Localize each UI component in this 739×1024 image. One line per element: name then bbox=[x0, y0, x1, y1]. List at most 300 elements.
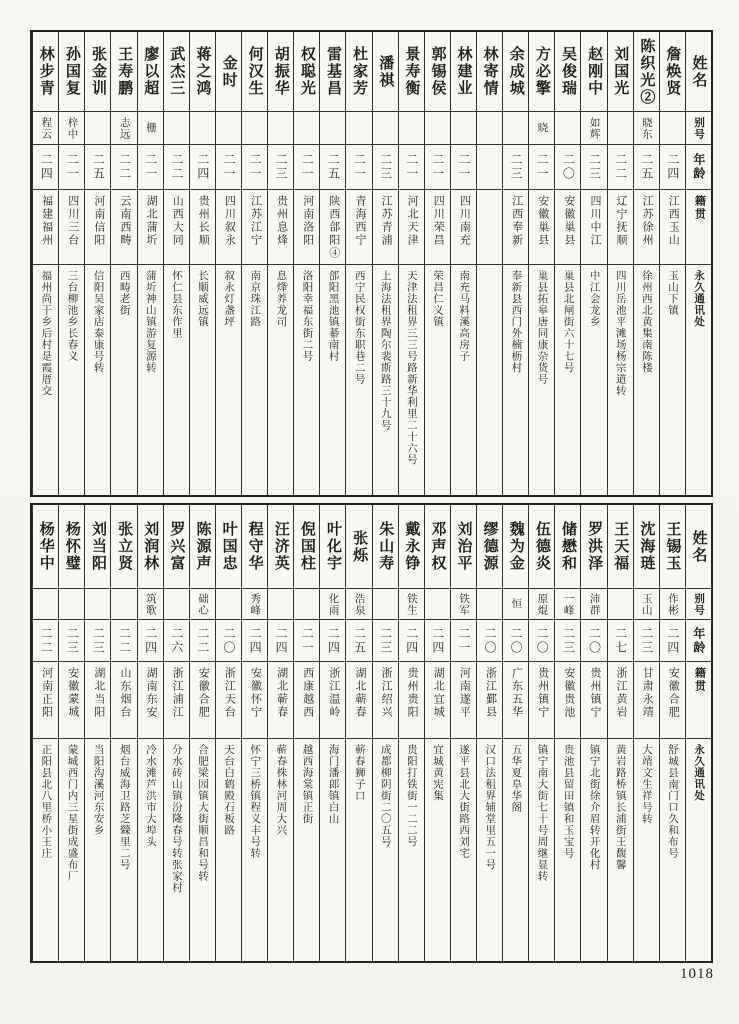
person-alias-cell bbox=[581, 589, 606, 620]
person-column bbox=[163, 505, 189, 961]
header-age-text: 年龄 bbox=[691, 153, 706, 181]
person-native-place: 湖北蒲圻 bbox=[145, 195, 158, 247]
person-address-cell bbox=[373, 739, 398, 961]
person-column bbox=[110, 505, 136, 961]
person-address: 西畴老街 bbox=[118, 270, 130, 316]
person-address: 徐州西北黄集南陈楼 bbox=[640, 270, 652, 374]
person-age-cell bbox=[268, 620, 293, 662]
person-name-cell bbox=[555, 505, 580, 589]
person-age: 二一 bbox=[456, 626, 471, 655]
person-native-place: 河南正阳 bbox=[40, 667, 53, 719]
person-name: 赵刚中 bbox=[586, 46, 603, 97]
person-age: 二七 bbox=[613, 626, 628, 655]
person-column bbox=[32, 32, 58, 495]
person-name-cell bbox=[660, 505, 685, 589]
person-address-cell bbox=[33, 739, 58, 961]
person-address-cell bbox=[320, 739, 345, 961]
person-column bbox=[372, 505, 398, 961]
person-age-cell bbox=[85, 620, 110, 662]
person-column bbox=[607, 505, 633, 961]
person-column bbox=[580, 32, 606, 495]
person-name-cell bbox=[59, 505, 84, 589]
person-column bbox=[32, 505, 58, 961]
person-address-cell bbox=[346, 265, 371, 495]
person-native-place: 浙江浦江 bbox=[171, 667, 184, 719]
person-column bbox=[372, 32, 398, 495]
person-address-cell bbox=[634, 265, 659, 495]
person-address-cell bbox=[111, 265, 136, 495]
person-name: 陈织光② bbox=[638, 37, 655, 106]
person-address: 海门潘郎镇白山 bbox=[327, 744, 339, 825]
person-native-place-cell bbox=[216, 662, 241, 739]
person-address: 奉新县西门外楠枥村 bbox=[510, 270, 522, 374]
person-age: 二三 bbox=[91, 626, 106, 655]
person-column bbox=[345, 505, 371, 961]
person-alias: 志远 bbox=[118, 116, 130, 140]
person-native-place-cell bbox=[346, 190, 371, 265]
person-native-place: 浙江温岭 bbox=[327, 667, 340, 719]
person-alias-cell bbox=[477, 589, 502, 620]
person-alias: 晓东 bbox=[640, 116, 652, 140]
person-age-cell bbox=[373, 620, 398, 662]
person-address: 黄岩路桥镇长浦街王馥馨 bbox=[614, 744, 626, 871]
person-native-place: 河北天津 bbox=[406, 195, 419, 247]
person-column bbox=[267, 505, 293, 961]
person-name: 蒋之鸿 bbox=[194, 46, 211, 97]
person-column bbox=[659, 32, 685, 495]
person-age: 二四 bbox=[195, 153, 210, 181]
person-alias-cell bbox=[294, 112, 319, 145]
person-name: 杨华中 bbox=[37, 521, 54, 572]
person-native-place-cell bbox=[59, 662, 84, 739]
person-name: 詹焕贤 bbox=[664, 46, 681, 97]
person-age: 二一 bbox=[535, 153, 550, 181]
person-alias: 秀峰 bbox=[249, 592, 261, 616]
person-address: 西宁民权街东职巷二号 bbox=[353, 270, 365, 385]
person-address: 宜城黄宪集 bbox=[432, 744, 444, 802]
person-native-place-cell bbox=[529, 662, 554, 739]
person-name: 郭锡侯 bbox=[429, 46, 446, 97]
person-name-cell bbox=[85, 505, 110, 589]
person-name-cell bbox=[346, 505, 371, 589]
person-name: 景寿衡 bbox=[403, 46, 420, 97]
person-column bbox=[137, 32, 163, 495]
person-name-cell bbox=[477, 32, 502, 112]
person-native-place: 安徽蒙城 bbox=[66, 667, 79, 719]
person-name-cell bbox=[634, 32, 659, 112]
person-age: 二二 bbox=[39, 626, 54, 655]
person-native-place-cell bbox=[294, 190, 319, 265]
person-age-cell bbox=[529, 620, 554, 662]
person-age: 二三 bbox=[509, 153, 524, 181]
person-name: 程守华 bbox=[246, 521, 263, 572]
person-native-place-cell bbox=[164, 662, 189, 739]
person-name: 杜家芳 bbox=[351, 46, 368, 97]
person-native-place-cell bbox=[608, 662, 633, 739]
person-address-cell bbox=[608, 265, 633, 495]
person-native-place: 辽宁抚顺 bbox=[615, 195, 628, 247]
person-native-place: 河南信阳 bbox=[92, 195, 105, 247]
person-address-cell bbox=[59, 265, 84, 495]
person-name-cell bbox=[138, 32, 163, 112]
person-age-cell bbox=[477, 620, 502, 662]
person-age-cell bbox=[660, 145, 685, 190]
person-native-place: 江西玉山 bbox=[667, 195, 680, 247]
directory-table-top bbox=[30, 30, 713, 497]
header-native-label bbox=[686, 662, 711, 739]
person-alias-cell bbox=[451, 589, 476, 620]
person-native-place: 河南洛阳 bbox=[301, 195, 314, 247]
person-native-place-cell bbox=[608, 190, 633, 265]
person-address-cell bbox=[581, 739, 606, 961]
person-age-cell bbox=[33, 145, 58, 190]
person-alias-cell bbox=[503, 589, 528, 620]
person-name: 武杰三 bbox=[168, 46, 185, 97]
person-alias: 铁军 bbox=[458, 592, 470, 616]
person-age-cell bbox=[634, 620, 659, 662]
person-age-cell bbox=[268, 145, 293, 190]
person-age-cell bbox=[608, 145, 633, 190]
person-name-cell bbox=[399, 32, 424, 112]
person-native-place-cell bbox=[425, 662, 450, 739]
person-native-place: 四川南充 bbox=[458, 195, 471, 247]
person-address: 息烽养龙司 bbox=[275, 270, 287, 328]
person-address: 镇宁北街徐介眉转开化村 bbox=[588, 744, 600, 871]
person-alias-cell bbox=[242, 589, 267, 620]
person-address: 天台白鹤殿石板路 bbox=[223, 744, 235, 836]
person-age-cell bbox=[399, 145, 424, 190]
person-name-cell bbox=[268, 32, 293, 112]
person-alias: 作彬 bbox=[667, 592, 678, 616]
person-native-place-cell bbox=[660, 190, 685, 265]
person-native-place-cell bbox=[529, 190, 554, 265]
person-alias-cell bbox=[242, 112, 267, 145]
person-alias-cell bbox=[320, 112, 345, 145]
person-address: 五华夏阜华阁 bbox=[510, 744, 522, 813]
person-age: 二五 bbox=[352, 626, 367, 655]
person-age: 二一 bbox=[430, 153, 445, 181]
person-native-place: 安徽合肥 bbox=[667, 667, 680, 719]
person-address: 越西海棠镇正街 bbox=[301, 744, 313, 825]
person-age-cell bbox=[216, 145, 241, 190]
person-age-cell bbox=[216, 620, 241, 662]
person-native-place-cell bbox=[190, 190, 215, 265]
person-column bbox=[450, 505, 476, 961]
person-address-cell bbox=[477, 739, 502, 961]
person-native-place-cell bbox=[85, 662, 110, 739]
person-age: 二二 bbox=[195, 626, 210, 655]
person-native-place: 西康越西 bbox=[301, 667, 314, 719]
person-native-place: 福建福州 bbox=[40, 195, 53, 247]
person-column bbox=[580, 505, 606, 961]
person-address: 荣昌仁义镇 bbox=[432, 270, 444, 328]
person-native-place: 贵州镇宁 bbox=[588, 667, 601, 719]
person-name-cell bbox=[190, 505, 215, 589]
person-native-place: 湖北宜城 bbox=[432, 667, 445, 719]
person-name-cell bbox=[634, 505, 659, 589]
person-address-cell bbox=[346, 739, 371, 961]
person-native-place-cell bbox=[660, 662, 685, 739]
person-address-cell bbox=[216, 265, 241, 495]
person-address-cell bbox=[242, 265, 267, 495]
person-name: 缪德源 bbox=[481, 521, 498, 572]
person-age-cell bbox=[451, 620, 476, 662]
person-age-cell bbox=[294, 145, 319, 190]
header-alias-label bbox=[686, 112, 711, 145]
person-name-cell bbox=[399, 505, 424, 589]
person-name: 罗兴富 bbox=[168, 521, 185, 572]
person-age: 二三 bbox=[561, 626, 576, 655]
person-name-cell bbox=[33, 505, 58, 589]
person-native-place-cell bbox=[111, 190, 136, 265]
person-age: 二五 bbox=[639, 153, 654, 181]
person-alias: 恒 bbox=[510, 598, 522, 610]
person-alias: 筑歌 bbox=[144, 592, 156, 616]
person-name: 胡振华 bbox=[272, 46, 289, 97]
person-age-cell bbox=[164, 145, 189, 190]
person-native-place: 江苏江宁 bbox=[249, 195, 262, 247]
person-address: 蕲春株林河周大兴 bbox=[275, 744, 287, 836]
person-age-cell bbox=[33, 620, 58, 662]
person-name-cell bbox=[85, 32, 110, 112]
person-age-cell bbox=[164, 620, 189, 662]
person-age-cell bbox=[190, 145, 215, 190]
person-alias: 沛群 bbox=[588, 592, 600, 616]
person-age-cell bbox=[373, 145, 398, 190]
person-native-place: 四川三台 bbox=[66, 195, 79, 247]
person-alias-cell bbox=[320, 589, 345, 620]
person-address-cell bbox=[581, 265, 606, 495]
header-name-text: 姓名 bbox=[690, 54, 707, 89]
person-age-cell bbox=[503, 145, 528, 190]
person-native-place: 安徽巢县 bbox=[536, 195, 549, 247]
person-address-cell bbox=[503, 739, 528, 961]
person-alias: 玉山 bbox=[640, 592, 652, 616]
person-address-cell bbox=[268, 265, 293, 495]
header-address-text: 永久通讯处 bbox=[693, 744, 705, 802]
person-native-place-cell bbox=[425, 190, 450, 265]
person-native-place: 河南遂平 bbox=[458, 667, 471, 719]
person-age: 二〇 bbox=[483, 626, 498, 655]
person-name: 林建业 bbox=[455, 46, 472, 97]
person-age: 二三 bbox=[587, 153, 602, 181]
person-age: 二二 bbox=[117, 626, 132, 655]
person-age: 二五 bbox=[326, 153, 341, 181]
header-alias-text: 别号 bbox=[693, 592, 705, 616]
person-native-place: 湖北当阳 bbox=[92, 667, 105, 719]
person-age: 二二 bbox=[117, 153, 132, 181]
person-column bbox=[319, 505, 345, 961]
person-column bbox=[398, 505, 424, 961]
person-name: 张金训 bbox=[90, 46, 107, 97]
person-alias-cell bbox=[164, 589, 189, 620]
person-name: 雷基昌 bbox=[325, 46, 341, 97]
person-age: 二〇 bbox=[509, 626, 524, 655]
person-alias-cell bbox=[85, 589, 110, 620]
person-native-place-cell bbox=[164, 190, 189, 265]
person-native-place-cell bbox=[242, 662, 267, 739]
person-age-cell bbox=[425, 145, 450, 190]
person-column bbox=[450, 32, 476, 495]
directory-table-bottom bbox=[30, 503, 713, 963]
person-native-place-cell bbox=[503, 662, 528, 739]
person-column bbox=[554, 32, 580, 495]
person-age-cell bbox=[346, 620, 371, 662]
person-native-place: 云南西畴 bbox=[118, 195, 131, 247]
person-age-cell bbox=[138, 145, 163, 190]
person-address: 四川岳池平滩场杨宗道转 bbox=[614, 270, 626, 397]
person-alias-cell bbox=[477, 112, 502, 145]
person-age: 二一 bbox=[456, 153, 471, 181]
person-name: 叶化宇 bbox=[325, 521, 341, 572]
person-native-place-cell bbox=[477, 662, 502, 739]
person-native-place: 贵州长顺 bbox=[197, 195, 210, 247]
person-age-cell bbox=[190, 620, 215, 662]
person-name: 叶国忠 bbox=[220, 521, 237, 572]
person-address: 怀宁三桥镇程义丰号转 bbox=[249, 744, 261, 859]
person-name-cell bbox=[608, 505, 633, 589]
person-native-place: 贵州镇宁 bbox=[536, 667, 549, 719]
person-name-cell bbox=[581, 32, 606, 112]
person-native-place: 湖南东安 bbox=[145, 667, 158, 719]
person-address-cell bbox=[425, 739, 450, 961]
person-native-place: 江苏徐州 bbox=[641, 195, 654, 247]
person-age-cell bbox=[138, 620, 163, 662]
person-name: 倪国柱 bbox=[298, 521, 315, 572]
person-column bbox=[398, 32, 424, 495]
person-name-cell bbox=[451, 505, 476, 589]
person-address: 南京珠江路 bbox=[249, 270, 261, 328]
person-address-cell bbox=[190, 739, 215, 961]
person-native-place: 浙江鄞县 bbox=[484, 667, 497, 719]
person-address-cell bbox=[529, 265, 554, 495]
person-alias-cell bbox=[33, 112, 58, 145]
person-column bbox=[163, 32, 189, 495]
person-name: 何汉生 bbox=[246, 46, 263, 97]
person-native-place: 湖北蕲春 bbox=[275, 667, 288, 719]
person-address: 蒲圻神山镇游复源转 bbox=[144, 270, 156, 374]
person-address: 怀仁县东作里 bbox=[170, 270, 182, 339]
person-alias: 晓 bbox=[536, 122, 548, 134]
person-name-cell bbox=[216, 32, 241, 112]
person-alias-cell bbox=[268, 112, 293, 145]
person-age: 二〇 bbox=[221, 626, 236, 655]
person-address: 玉山下镇 bbox=[667, 270, 678, 316]
person-column bbox=[424, 505, 450, 961]
person-alias-cell bbox=[268, 589, 293, 620]
person-alias-cell bbox=[164, 112, 189, 145]
person-native-place-cell bbox=[634, 190, 659, 265]
person-address-cell bbox=[373, 265, 398, 495]
person-native-place: 山东烟台 bbox=[118, 667, 131, 719]
person-alias-cell bbox=[634, 112, 659, 145]
person-name: 朱山寿 bbox=[377, 521, 394, 572]
person-name-cell bbox=[111, 32, 136, 112]
person-age-cell bbox=[425, 620, 450, 662]
person-alias: 浩泉 bbox=[353, 592, 365, 616]
person-name: 罗洪泽 bbox=[586, 521, 603, 572]
person-name: 余成城 bbox=[507, 46, 524, 97]
person-name: 张立贤 bbox=[116, 521, 133, 572]
person-age-cell bbox=[59, 620, 84, 662]
person-address: 蕲春狮子口 bbox=[353, 744, 365, 802]
person-address: 贵池县留田镇和玉宝号 bbox=[562, 744, 574, 859]
person-alias-cell bbox=[138, 589, 163, 620]
person-age: 二〇 bbox=[587, 626, 602, 655]
person-name-cell bbox=[190, 32, 215, 112]
person-address-cell bbox=[294, 265, 319, 495]
person-age: 二一 bbox=[248, 153, 263, 181]
person-native-place-cell bbox=[111, 662, 136, 739]
person-age-cell bbox=[477, 145, 502, 190]
person-name: 吴俊瑞 bbox=[559, 46, 576, 97]
person-address-cell bbox=[138, 739, 163, 961]
person-age: 二五 bbox=[91, 153, 106, 181]
person-name-cell bbox=[477, 505, 502, 589]
person-name-cell bbox=[59, 32, 84, 112]
person-name: 刘润林 bbox=[142, 521, 159, 572]
page-number: 1018 bbox=[680, 966, 714, 982]
person-alias-cell bbox=[138, 112, 163, 145]
header-name-text: 姓名 bbox=[690, 529, 707, 564]
person-alias: 程云 bbox=[40, 116, 52, 140]
person-alias-cell bbox=[216, 112, 241, 145]
person-name-cell bbox=[216, 505, 241, 589]
header-name-label bbox=[686, 505, 711, 589]
person-age-cell bbox=[346, 145, 371, 190]
person-native-place: 安徽巢县 bbox=[562, 195, 575, 247]
person-alias-cell bbox=[608, 589, 633, 620]
person-age: 二三 bbox=[274, 153, 289, 181]
header-age-text: 年龄 bbox=[691, 626, 706, 655]
person-name-cell bbox=[164, 32, 189, 112]
header-name-label bbox=[686, 32, 711, 112]
person-age-cell bbox=[581, 620, 606, 662]
person-age-cell bbox=[581, 145, 606, 190]
person-address-cell bbox=[399, 265, 424, 495]
person-column bbox=[293, 32, 319, 495]
person-address-cell bbox=[477, 265, 502, 495]
person-name: 潘祺 bbox=[377, 54, 394, 89]
person-address: 分水砖山镇汾隆春号转张家村 bbox=[170, 744, 182, 894]
person-address: 天津法租界三三号路新华利里二十六号 bbox=[405, 270, 417, 466]
person-alias-cell bbox=[555, 112, 580, 145]
person-column bbox=[215, 505, 241, 961]
person-name: 沈海琏 bbox=[638, 521, 655, 572]
person-alias-cell bbox=[425, 589, 450, 620]
person-age: 二〇 bbox=[535, 626, 550, 655]
person-address-cell bbox=[425, 265, 450, 495]
person-name-cell bbox=[425, 32, 450, 112]
person-column bbox=[319, 32, 345, 495]
person-age-cell bbox=[111, 620, 136, 662]
person-name: 戴永铮 bbox=[403, 521, 420, 572]
person-native-place-cell bbox=[346, 662, 371, 739]
person-name: 孙国复 bbox=[63, 46, 80, 97]
person-name: 权聪光 bbox=[298, 46, 315, 97]
person-native-place: 浙江天台 bbox=[223, 667, 236, 719]
person-native-place-cell bbox=[555, 662, 580, 739]
person-address-cell bbox=[242, 739, 267, 961]
person-column bbox=[110, 32, 136, 495]
person-name-cell bbox=[294, 32, 319, 112]
person-alias-cell bbox=[399, 112, 424, 145]
person-address: 叙永灯盏坪 bbox=[223, 270, 235, 328]
person-alias: 铁生 bbox=[405, 592, 417, 616]
person-native-place-cell bbox=[268, 662, 293, 739]
person-native-place: 安徽贵池 bbox=[562, 667, 575, 719]
person-column bbox=[424, 32, 450, 495]
